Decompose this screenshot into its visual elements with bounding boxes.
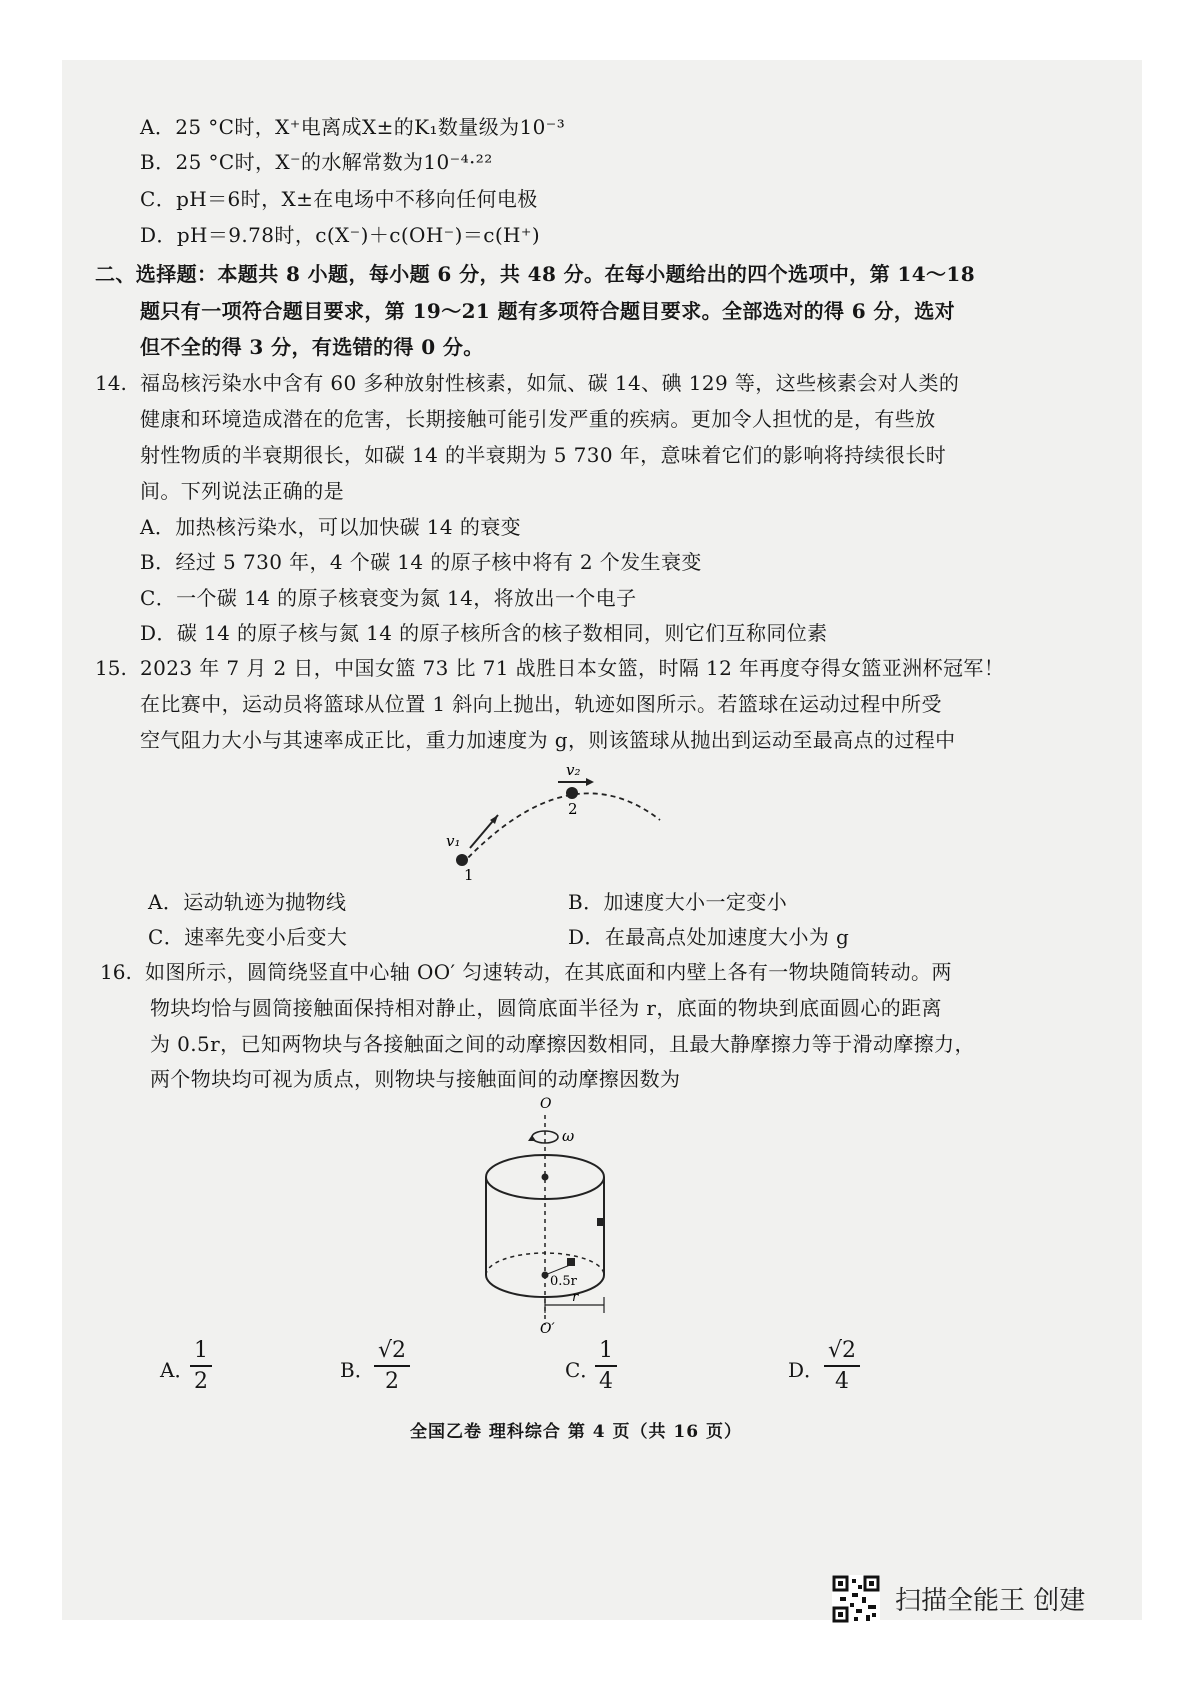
q16-option-a-label: A． xyxy=(160,1358,195,1382)
ball-position-2 xyxy=(566,787,578,799)
q15-option-b: B．加速度大小一定变小 xyxy=(568,890,788,914)
trajectory-curve xyxy=(462,793,660,864)
q16-number: 16. xyxy=(100,960,132,984)
q15-stem-line: 空气阻力大小与其速率成正比，重力加速度为 g，则该篮球从抛出到运动至最高点的过程中 xyxy=(140,728,956,752)
q16-option-b-fraction: $\frac{√2}{2}$ xyxy=(374,1338,410,1394)
q14-option-d: D．碳 14 的原子核与氮 14 的原子核所含的核子数相同，则它们互称同位素 xyxy=(140,621,828,645)
q13-option-b: B．25 °C时，X⁻的水解常数为10⁻⁴·²² xyxy=(140,150,493,174)
section2-line3: 但不全的得 3 分，有选错的得 0 分。 xyxy=(140,335,484,359)
top-center-point xyxy=(542,1174,549,1181)
q13-option-a: A．25 °C时，X⁺电离成X±的K₁数量级为10⁻³ xyxy=(140,115,566,139)
q16-option-d-label: D． xyxy=(788,1358,825,1382)
q15-stem-line: 2023 年 7 月 2 日，中国女篮 73 比 71 战胜日本女篮，时隔 12 年再度夺得女篮亚洲杯冠军！ xyxy=(140,656,1005,680)
q15-option-d: D．在最高点处加速度大小为 g xyxy=(568,925,850,949)
section2-line2: 题只有一项符合题目要求，第 19～21 题有多项符合题目要求。全部选对的得 6 分，选对 xyxy=(140,299,956,323)
q15-option-c: C．速率先变小后变大 xyxy=(148,925,348,949)
q16-option-c-label: C． xyxy=(565,1358,601,1382)
q14-stem-line: 健康和环境造成潜在的危害，长期接触可能引发严重的疾病。更加令人担忧的是，有些放 xyxy=(140,407,936,431)
rotating-cylinder-figure xyxy=(470,1095,650,1335)
block-on-wall xyxy=(597,1218,604,1226)
label-point-1: 1 xyxy=(464,866,474,880)
ball-position-1 xyxy=(456,854,468,866)
label-half-radius: 0.5r xyxy=(550,1274,577,1289)
block-on-base xyxy=(567,1258,575,1266)
label-axis-top: O xyxy=(540,1096,552,1112)
label-v1: v₁ xyxy=(446,832,461,850)
q14-option-c: C．一个碳 14 的原子核衰变为氮 14，将放出一个电子 xyxy=(140,586,637,610)
arrowhead-icon xyxy=(528,1135,536,1141)
q13-option-d: D．pH＝9.78时，c(X⁻)＋c(OH⁻)＝c(H⁺) xyxy=(140,223,541,247)
label-axis-bottom: O′ xyxy=(540,1321,555,1335)
q14-number: 14. xyxy=(95,371,127,395)
label-point-2: 2 xyxy=(568,800,578,818)
label-radius: r xyxy=(572,1290,579,1305)
q14-stem-line: 福岛核污染水中含有 60 多种放射性核素，如氚、碳 14、碘 129 等，这些核素会对人类的 xyxy=(140,371,960,395)
q15-option-a: A．运动轨迹为抛物线 xyxy=(148,890,347,914)
q16-stem-line: 为 0.5r，已知两物块与各接触面之间的动摩擦因数相同，且最大静摩擦力等于滑动摩擦力， xyxy=(150,1032,975,1056)
label-v2: v₂ xyxy=(566,761,581,779)
q16-option-d-fraction: $\frac{√2}{4}$ xyxy=(824,1338,860,1394)
q16-stem-line: 两个物块均可视为质点，则物块与接触面间的动摩擦因数为 xyxy=(150,1067,681,1091)
q16-stem-line: 物块均恰与圆筒接触面保持相对静止，圆筒底面半径为 r，底面的物块到底面圆心的距离 xyxy=(150,996,942,1020)
q16-option-c-fraction: $\frac{1}{4}$ xyxy=(595,1338,617,1394)
q14-stem-line: 间。下列说法正确的是 xyxy=(140,479,344,503)
q13-option-c: C．pH＝6时，X±在电场中不移向任何电极 xyxy=(140,187,538,211)
arrowhead-icon xyxy=(586,778,594,786)
qr-code-icon xyxy=(832,1575,880,1623)
q16-stem-line: 如图所示，圆筒绕竖直中心轴 OO′ 匀速转动，在其底面和内壁上各有一物块随筒转动。两 xyxy=(145,960,952,984)
q16-option-b-label: B． xyxy=(340,1358,375,1382)
q16-option-a-fraction: $\frac{1}{2}$ xyxy=(190,1338,212,1394)
q14-stem-line: 射性物质的半衰期很长，如碳 14 的半衰期为 5 730 年，意味着它们的影响将持续很长时 xyxy=(140,443,947,467)
label-omega: ω xyxy=(562,1127,575,1145)
section2-line1: 二、选择题：本题共 8 小题，每小题 6 分，共 48 分。在每小题给出的四个选项中，第 14～18 xyxy=(95,262,976,286)
q14-option-b: B．经过 5 730 年，4 个碳 14 的原子核中将有 2 个发生衰变 xyxy=(140,550,702,574)
q14-option-a: A．加热核污染水，可以加快碳 14 的衰变 xyxy=(140,515,522,539)
page-footer: 全国乙卷 理科综合 第 4 页（共 16 页） xyxy=(410,1422,742,1442)
q15-stem-line: 在比赛中，运动员将篮球从位置 1 斜向上抛出，轨迹如图所示。若篮球在运动过程中所受 xyxy=(140,692,942,716)
basketball-trajectory-figure xyxy=(420,760,680,880)
scanner-watermark: 扫描全能王 创建 xyxy=(895,1586,1086,1616)
q15-number: 15. xyxy=(95,656,127,680)
